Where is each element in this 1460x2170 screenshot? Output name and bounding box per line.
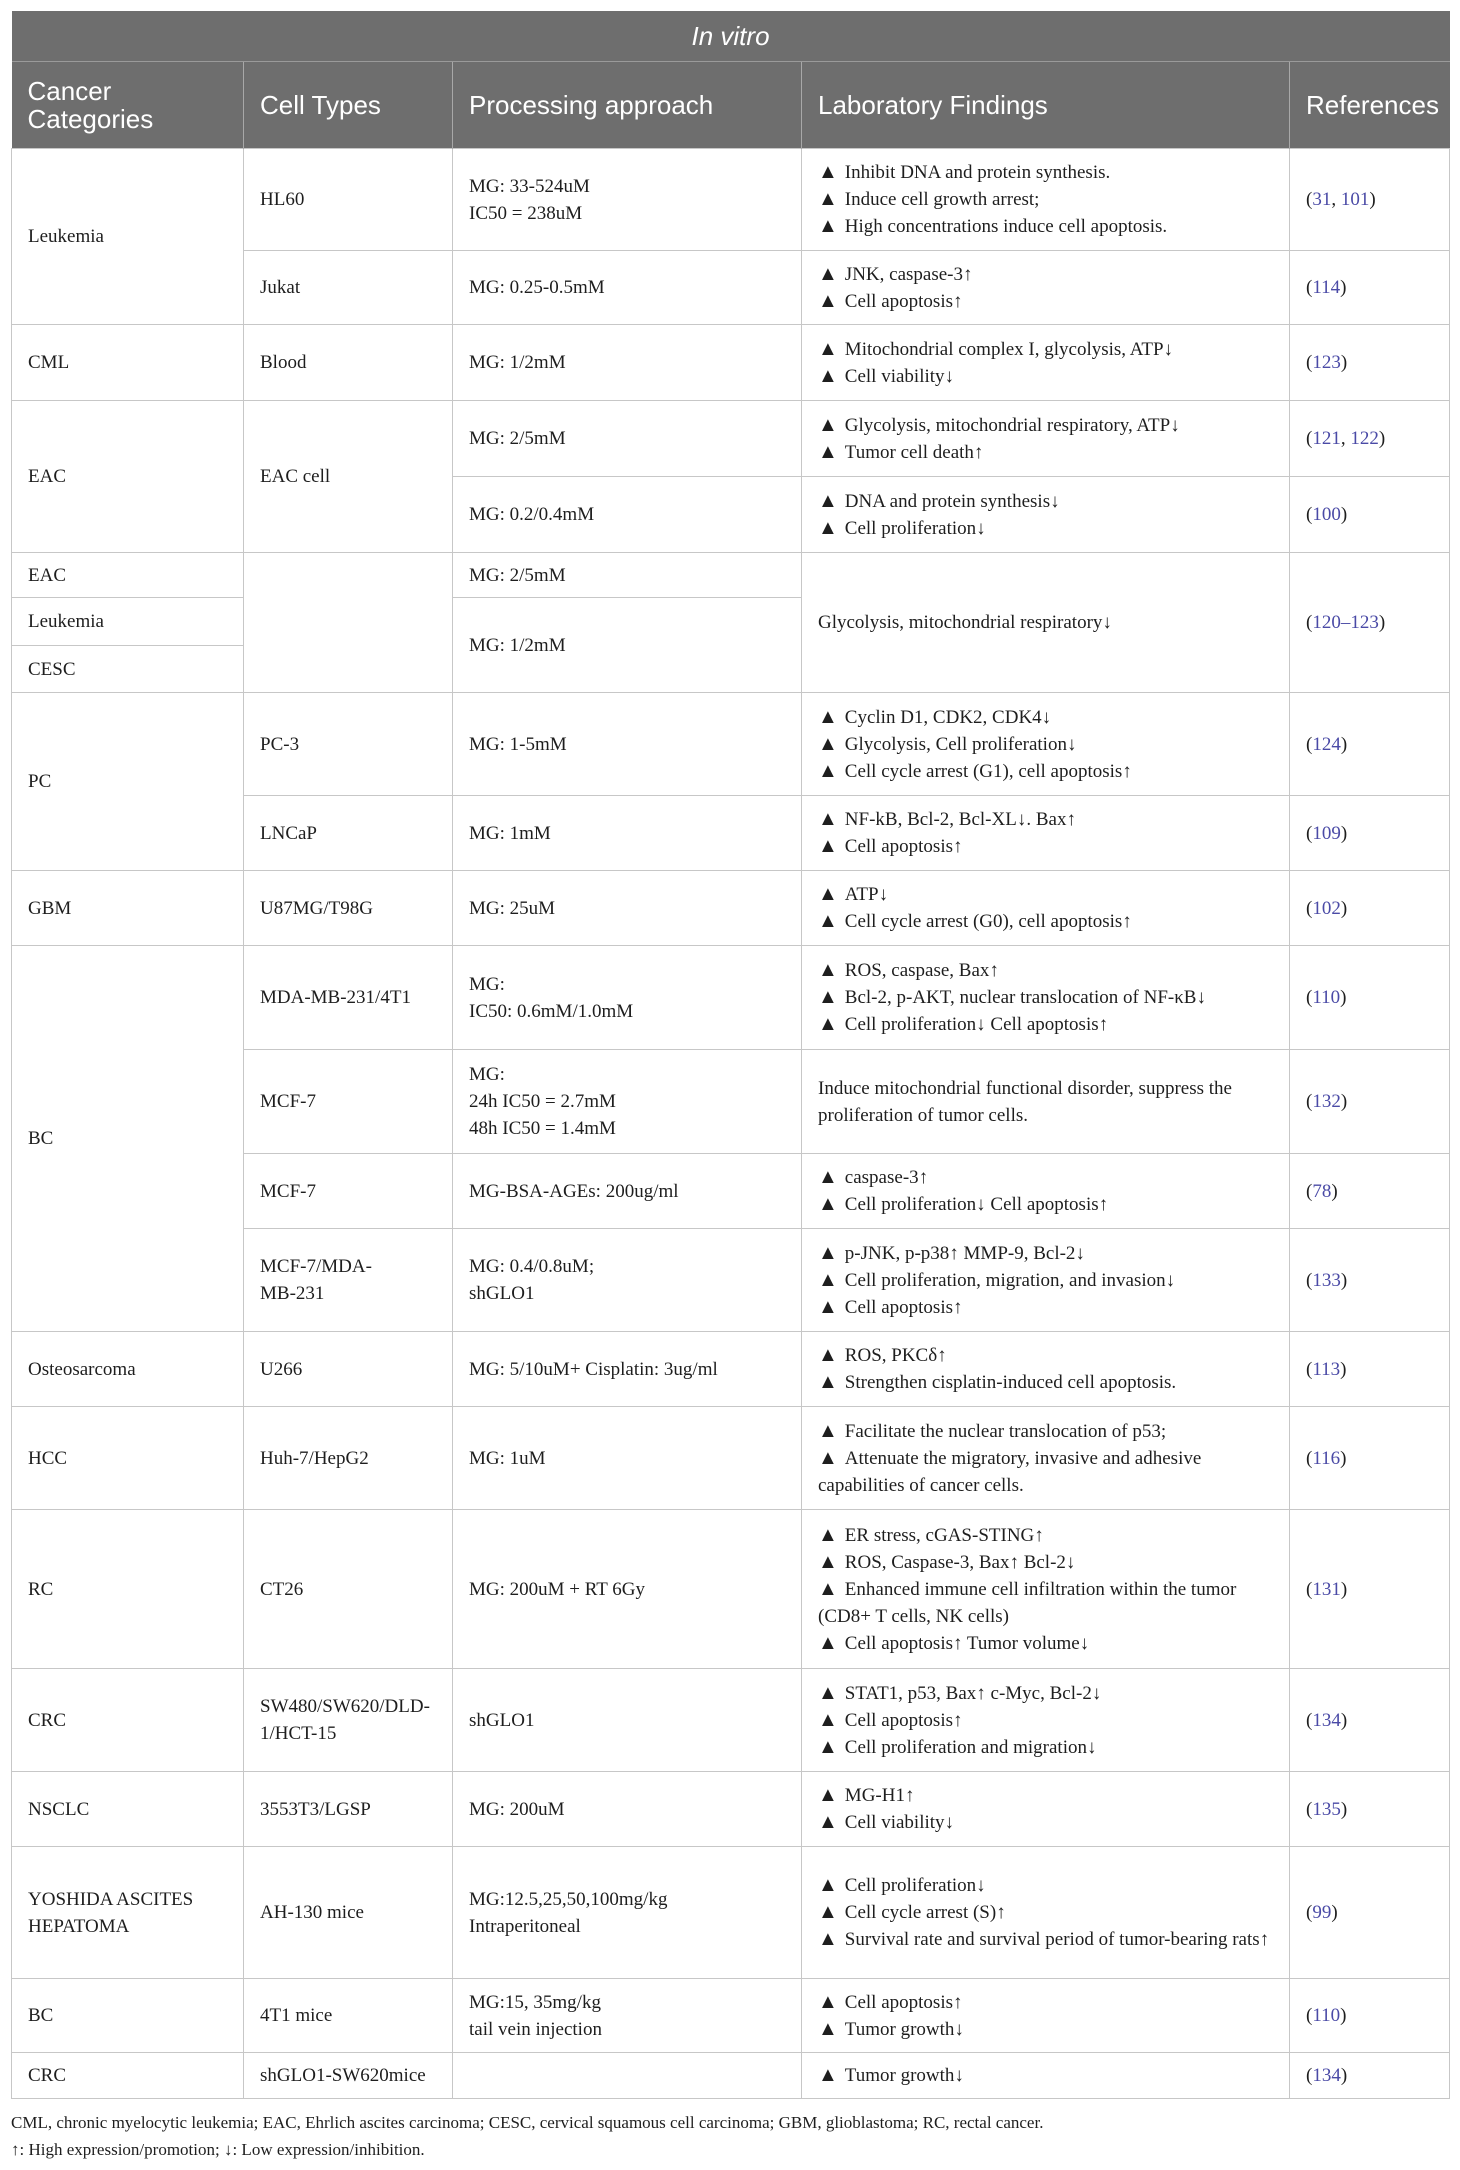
reference-link[interactable]: 101 xyxy=(1340,189,1370,210)
processing-line: MG:15, 35mg/kg xyxy=(469,1991,601,2013)
processing-cell xyxy=(453,1229,802,1332)
cell-type-cell: Huh-7/HepG2 xyxy=(244,1407,453,1510)
finding-item: ▲ Cell apoptosis↑ Tumor volume↓ xyxy=(818,1630,1273,1657)
processing-line: 48h IC50 = 1.4mM xyxy=(469,1118,616,1139)
finding-item: ▲ Survival rate and survival period of tumor-bearing rats↑ xyxy=(818,1926,1273,1953)
processing-line: MG: 1-5mM xyxy=(469,733,567,755)
finding-item: ▲ Cell viability↓ xyxy=(818,363,1273,390)
cancer-category-line: HEPATOMA xyxy=(28,1915,130,1937)
reference-link[interactable]: 114 xyxy=(1312,277,1341,298)
references-cell: (110) xyxy=(1290,946,1450,1050)
cell-type-cell: AH-130 mice xyxy=(244,1847,453,1979)
processing-line: MG:12.5,25,50,100mg/kg xyxy=(469,1888,668,1910)
findings-cell xyxy=(802,553,1290,693)
processing-line: MG: xyxy=(469,973,505,995)
processing-line: MG: 25uM xyxy=(469,897,556,919)
processing-line: MG: 0.25-0.5mM xyxy=(469,277,605,298)
processing-line: MG: 5/10uM+ Cisplatin: 3ug/ml xyxy=(469,1358,718,1380)
processing-line: MG: xyxy=(469,1064,505,1085)
finding-item: ▲ Glycolysis, mitochondrial respiratory, ATP↓ xyxy=(818,412,1273,439)
finding-item: ▲ JNK, caspase-3↑ xyxy=(818,261,1273,288)
processing-cell xyxy=(453,1407,802,1510)
finding-item: ▲ Cell apoptosis↑ xyxy=(818,288,1273,315)
reference-link[interactable]: 116 xyxy=(1312,1447,1341,1469)
findings-cell xyxy=(802,477,1290,553)
finding-item: ▲ Cell cycle arrest (G0), cell apoptosis↑ xyxy=(818,908,1273,935)
finding-item: ▲ Cell apoptosis↑ xyxy=(818,1707,1273,1734)
references-cell: (116) xyxy=(1290,1407,1450,1510)
processing-cell xyxy=(453,477,802,553)
finding-item: ▲ Cell apoptosis↑ xyxy=(818,833,1273,860)
reference-link[interactable]: 120–123 xyxy=(1312,612,1379,633)
finding-item: ▲ Facilitate the nuclear translocation of p53; xyxy=(818,1418,1273,1445)
cell-type-cell: LNCaP xyxy=(244,796,453,871)
reference-link[interactable]: 133 xyxy=(1312,1269,1341,1291)
processing-cell xyxy=(453,1510,802,1669)
finding-item: ▲ Glycolysis, Cell proliferation↓ xyxy=(818,731,1273,758)
table-row xyxy=(12,1510,1450,1669)
references-cell: (131) xyxy=(1290,1510,1450,1669)
finding-text: Glycolysis, mitochondrial respiratory↓ xyxy=(818,612,1112,633)
finding-item: ▲ Induce cell growth arrest; xyxy=(818,186,1273,213)
finding-item: ▲ MG-H1↑ xyxy=(818,1782,1273,1809)
cell-type-cell: U87MG/T98G xyxy=(244,871,453,946)
processing-cell xyxy=(453,401,802,477)
references-cell: (100) xyxy=(1290,477,1450,553)
finding-item: ▲ Cyclin D1, CDK2, CDK4↓ xyxy=(818,704,1273,731)
cancer-category-cell: BC xyxy=(12,1979,244,2053)
processing-line: tail vein injection xyxy=(469,2018,602,2040)
findings-cell xyxy=(802,1050,1290,1154)
reference-link[interactable]: 100 xyxy=(1312,504,1341,525)
finding-item: ▲ Cell cycle arrest (G1), cell apoptosis↑ xyxy=(818,758,1273,785)
cell-type-line: MB-231 xyxy=(260,1283,325,1304)
finding-item: ▲ Cell proliferation↓ xyxy=(818,1872,1273,1899)
finding-item: ▲ Inhibit DNA and protein synthesis. xyxy=(818,159,1273,186)
table-row xyxy=(12,871,1450,946)
table-footnotes xyxy=(11,2109,1449,2163)
references-cell: (109) xyxy=(1290,796,1450,871)
processing-cell xyxy=(453,598,802,693)
findings-cell xyxy=(802,1669,1290,1772)
references-cell: (124) xyxy=(1290,693,1450,796)
finding-item: ▲ Tumor growth↓ xyxy=(818,2062,1273,2089)
cell-type-cell xyxy=(244,1669,453,1772)
finding-item: ▲ ROS, Caspase-3, Bax↑ Bcl-2↓ xyxy=(818,1549,1273,1576)
reference-link[interactable]: 131 xyxy=(1312,1578,1341,1600)
cell-type-cell xyxy=(244,553,453,693)
processing-line: MG: 0.2/0.4mM xyxy=(469,504,595,525)
processing-cell xyxy=(453,325,802,401)
finding-item: ▲ Cell proliferation↓ Cell apoptosis↑ xyxy=(818,1011,1273,1038)
references-cell: (123) xyxy=(1290,325,1450,401)
references-cell: (78) xyxy=(1290,1154,1450,1229)
cell-type-cell: shGLO1-SW620mice xyxy=(244,2053,453,2099)
reference-link[interactable]: 121 xyxy=(1312,428,1341,449)
finding-item: ▲ Attenuate the migratory, invasive and adhesive capabilities of cancer cells. xyxy=(818,1445,1273,1499)
cancer-category-line: YOSHIDA ASCITES xyxy=(28,1888,194,1910)
findings-cell xyxy=(802,871,1290,946)
findings-cell xyxy=(802,1847,1290,1979)
processing-cell xyxy=(453,1772,802,1847)
table-row xyxy=(12,693,1450,796)
reference-link[interactable]: 132 xyxy=(1312,1091,1341,1112)
finding-item: ▲ Cell apoptosis↑ xyxy=(818,1294,1273,1321)
cancer-category-cell: EAC xyxy=(12,401,244,553)
cell-type-cell: PC-3 xyxy=(244,693,453,796)
cancer-category-cell: Leukemia xyxy=(12,598,244,646)
cancer-category-cell: NSCLC xyxy=(12,1772,244,1847)
finding-item: ▲ Cell viability↓ xyxy=(818,1809,1273,1836)
references-cell: (31, 101) xyxy=(1290,149,1450,251)
table-title: In vitro xyxy=(12,11,1450,62)
references-cell: (134) xyxy=(1290,1669,1450,1772)
processing-line: MG: 33-524uM xyxy=(469,175,590,197)
finding-item: ▲ Cell proliferation↓ xyxy=(818,515,1273,542)
finding-text: Induce mitochondrial functional disorder, suppress the proliferation of tumor cells. xyxy=(818,1077,1232,1126)
reference-link[interactable]: 110 xyxy=(1312,2005,1341,2026)
table-row xyxy=(12,1332,1450,1407)
processing-line: MG: 1uM xyxy=(469,1447,546,1469)
cell-type-cell: EAC cell xyxy=(244,401,453,553)
findings-cell xyxy=(802,1407,1290,1510)
processing-cell xyxy=(453,796,802,871)
cancer-category-cell: CESC xyxy=(12,646,244,693)
cancer-category-cell xyxy=(12,1847,244,1979)
processing-line: shGLO1 xyxy=(469,1283,535,1304)
processing-cell xyxy=(453,1847,802,1979)
processing-cell xyxy=(453,1050,802,1154)
finding-item: ▲ NF-kB, Bcl-2, Bcl-XL↓. Bax↑ xyxy=(818,806,1273,833)
header-laboratory-findings: Laboratory Findings xyxy=(802,62,1290,149)
table-container xyxy=(11,11,1449,2163)
finding-item: ▲ Mitochondrial complex I, glycolysis, ATP↓ xyxy=(818,336,1273,363)
finding-item: ▲ Cell apoptosis↑ xyxy=(818,1989,1273,2016)
cancer-category-cell: PC xyxy=(12,693,244,871)
processing-cell xyxy=(453,871,802,946)
processing-cell xyxy=(453,693,802,796)
references-cell: (135) xyxy=(1290,1772,1450,1847)
table-row xyxy=(12,1847,1450,1979)
cancer-category-cell: CML xyxy=(12,325,244,401)
finding-item: ▲ ER stress, cGAS-STING↑ xyxy=(818,1522,1273,1549)
table-row xyxy=(12,1979,1450,2053)
references-cell: (120–123) xyxy=(1290,553,1450,693)
processing-cell xyxy=(453,149,802,251)
references-cell: (114) xyxy=(1290,251,1450,325)
findings-cell xyxy=(802,149,1290,251)
reference-link[interactable]: 102 xyxy=(1312,897,1341,919)
findings-cell xyxy=(802,1510,1290,1669)
references-cell: (134) xyxy=(1290,2053,1450,2099)
cell-type-line: MCF-7/MDA- xyxy=(260,1256,372,1277)
findings-cell xyxy=(802,251,1290,325)
header-processing-approach: Processing approach xyxy=(453,62,802,149)
processing-cell xyxy=(453,1979,802,2053)
finding-item: ▲ caspase-3↑ xyxy=(818,1164,1273,1191)
table-row xyxy=(12,149,1450,251)
processing-line: MG: 2/5mM xyxy=(469,564,566,586)
reference-link[interactable]: 110 xyxy=(1312,987,1341,1008)
references-cell: (113) xyxy=(1290,1332,1450,1407)
findings-cell xyxy=(802,401,1290,477)
reference-link[interactable]: 99 xyxy=(1312,1902,1332,1923)
reference-link[interactable]: 135 xyxy=(1312,1798,1341,1820)
cell-type-cell: 4T1 mice xyxy=(244,1979,453,2053)
reference-link[interactable]: 122 xyxy=(1350,428,1379,449)
arrows-note: ↑: High expression/promotion; ↓: Low expression/inhibition. xyxy=(11,2140,425,2159)
reference-link[interactable]: 31 xyxy=(1312,189,1332,210)
processing-line: IC50: 0.6mM/1.0mM xyxy=(469,1000,634,1022)
table-row xyxy=(12,1772,1450,1847)
references-cell: (99) xyxy=(1290,1847,1450,1979)
findings-cell xyxy=(802,1979,1290,2053)
table-row xyxy=(12,401,1450,477)
findings-cell xyxy=(802,796,1290,871)
findings-cell xyxy=(802,1154,1290,1229)
reference-link[interactable]: 134 xyxy=(1312,1709,1341,1731)
reference-link[interactable]: 78 xyxy=(1312,1180,1332,1202)
header-cell-types: Cell Types xyxy=(244,62,453,149)
finding-item: ▲ Cell proliferation, migration, and invasion↓ xyxy=(818,1267,1273,1294)
reference-link[interactable]: 124 xyxy=(1312,733,1341,755)
cell-type-cell: MDA-MB-231/4T1 xyxy=(244,946,453,1050)
reference-link[interactable]: 109 xyxy=(1312,822,1341,844)
findings-cell xyxy=(802,1332,1290,1407)
finding-item: ▲ Bcl-2, p-AKT, nuclear translocation of NF-κB↓ xyxy=(818,984,1273,1011)
processing-line: IC50 = 238uM xyxy=(469,202,583,224)
reference-link[interactable]: 123 xyxy=(1312,352,1341,373)
processing-line: MG: 1mM xyxy=(469,822,551,844)
cancer-category-cell: CRC xyxy=(12,1669,244,1772)
finding-item: ▲ STAT1, p53, Bax↑ c-Myc, Bcl-2↓ xyxy=(818,1680,1273,1707)
processing-line: MG: 200uM + RT 6Gy xyxy=(469,1578,646,1600)
table-row xyxy=(12,553,1450,598)
finding-item: ▲ Tumor cell death↑ xyxy=(818,439,1273,466)
references-cell: (121, 122) xyxy=(1290,401,1450,477)
cell-type-cell: HL60 xyxy=(244,149,453,251)
finding-item: ▲ ROS, PKCδ↑ xyxy=(818,1342,1273,1369)
cancer-category-cell: BC xyxy=(12,946,244,1332)
processing-cell xyxy=(453,2053,802,2099)
finding-item: ▲ ROS, caspase, Bax↑ xyxy=(818,957,1273,984)
processing-cell xyxy=(453,251,802,325)
cancer-category-cell: RC xyxy=(12,1510,244,1669)
cancer-category-cell: EAC xyxy=(12,553,244,598)
findings-cell xyxy=(802,1772,1290,1847)
processing-cell xyxy=(453,946,802,1050)
finding-item: ▲ Enhanced immune cell infiltration within the tumor (CD8+ T cells, NK cells) xyxy=(818,1576,1273,1630)
cell-type-line: 1/HCT-15 xyxy=(260,1723,337,1744)
processing-cell xyxy=(453,553,802,598)
references-cell: (133) xyxy=(1290,1229,1450,1332)
finding-item: ▲ Strengthen cisplatin-induced cell apoptosis. xyxy=(818,1369,1273,1396)
reference-link[interactable]: 134 xyxy=(1312,2065,1341,2086)
processing-cell xyxy=(453,1669,802,1772)
cell-type-cell: Blood xyxy=(244,325,453,401)
finding-item: ▲ p-JNK, p-p38↑ MMP-9, Bcl-2↓ xyxy=(818,1240,1273,1267)
findings-cell xyxy=(802,693,1290,796)
references-cell: (110) xyxy=(1290,1979,1450,2053)
cell-type-cell: U266 xyxy=(244,1332,453,1407)
table-row xyxy=(12,1669,1450,1772)
cell-type-cell: 3553T3/LGSP xyxy=(244,1772,453,1847)
cell-type-cell: MCF-7 xyxy=(244,1154,453,1229)
references-cell: (132) xyxy=(1290,1050,1450,1154)
finding-item: ▲ Tumor growth↓ xyxy=(818,2016,1273,2043)
processing-line: MG: 2/5mM xyxy=(469,428,566,449)
cancer-category-cell: CRC xyxy=(12,2053,244,2099)
finding-item: ▲ ATP↓ xyxy=(818,881,1273,908)
cancer-category-cell: GBM xyxy=(12,871,244,946)
processing-line: MG: 1/2mM xyxy=(469,352,566,373)
cell-type-cell: Jukat xyxy=(244,251,453,325)
abbreviations-note: CML, chronic myelocytic leukemia; EAC, Ehrlich ascites carcinoma; CESC, cervical squamous cell carcinoma; GBM, glioblastoma; RC, rectal cancer. xyxy=(11,2113,1044,2132)
cell-type-cell: MCF-7 xyxy=(244,1050,453,1154)
findings-cell xyxy=(802,2053,1290,2099)
reference-link[interactable]: 113 xyxy=(1312,1358,1341,1380)
finding-item: ▲ Cell cycle arrest (S)↑ xyxy=(818,1899,1273,1926)
findings-cell xyxy=(802,1229,1290,1332)
finding-item: ▲ High concentrations induce cell apoptosis. xyxy=(818,213,1273,240)
cell-type-cell: CT26 xyxy=(244,1510,453,1669)
table-row xyxy=(12,1407,1450,1510)
in-vitro-table xyxy=(11,11,1450,2099)
cancer-category-cell: Leukemia xyxy=(12,149,244,325)
findings-cell xyxy=(802,946,1290,1050)
table-row xyxy=(12,2053,1450,2099)
processing-line: MG-BSA-AGEs: 200ug/ml xyxy=(469,1180,679,1202)
cell-type-line: SW480/SW620/DLD- xyxy=(260,1696,430,1717)
references-cell: (102) xyxy=(1290,871,1450,946)
header-references: References xyxy=(1290,62,1450,149)
cancer-category-cell: HCC xyxy=(12,1407,244,1510)
finding-item: ▲ Cell proliferation and migration↓ xyxy=(818,1734,1273,1761)
findings-cell xyxy=(802,325,1290,401)
finding-item: ▲ Cell proliferation↓ Cell apoptosis↑ xyxy=(818,1191,1273,1218)
table-row xyxy=(12,946,1450,1050)
header-cancer-categories: Cancer Categories xyxy=(12,62,244,149)
processing-line: MG: 0.4/0.8uM; xyxy=(469,1256,595,1277)
processing-line: Intraperitoneal xyxy=(469,1915,581,1937)
table-row xyxy=(12,325,1450,401)
processing-line: shGLO1 xyxy=(469,1709,535,1731)
processing-line: MG: 200uM xyxy=(469,1798,565,1820)
cancer-category-cell: Osteosarcoma xyxy=(12,1332,244,1407)
processing-cell xyxy=(453,1332,802,1407)
processing-line: 24h IC50 = 2.7mM xyxy=(469,1091,616,1112)
processing-line: MG: 1/2mM xyxy=(469,634,566,656)
processing-cell xyxy=(453,1154,802,1229)
finding-item: ▲ DNA and protein synthesis↓ xyxy=(818,488,1273,515)
cell-type-cell xyxy=(244,1229,453,1332)
